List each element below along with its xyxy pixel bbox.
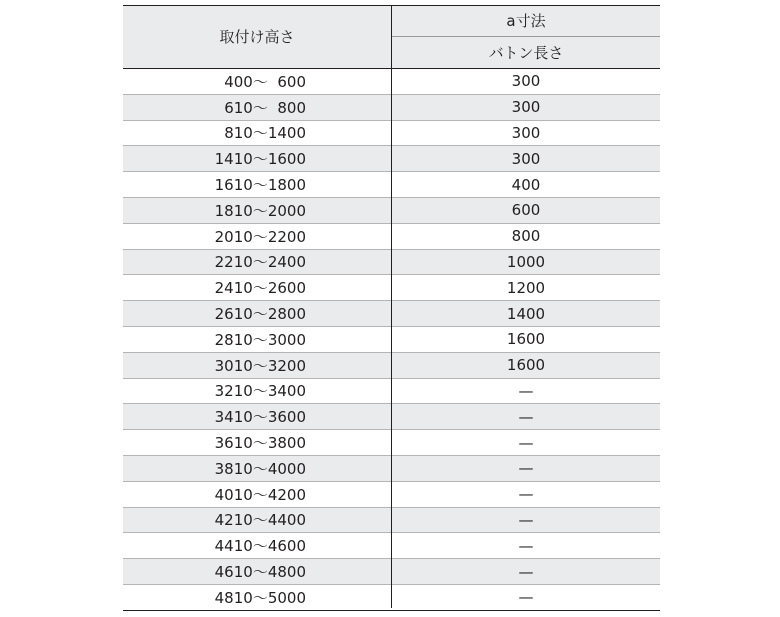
cell-baton-length: 1200 xyxy=(506,278,546,297)
cell-baton-length: 1400 xyxy=(506,304,546,323)
cell-mounting-height: 4810～5000 xyxy=(214,588,306,607)
cell-baton-length: 300 xyxy=(511,123,541,142)
cell-baton-length: — xyxy=(518,485,534,504)
header-mounting-height: 取付け高さ xyxy=(219,28,295,46)
cell-baton-length: — xyxy=(518,459,534,478)
cell-baton-length: 300 xyxy=(511,98,541,117)
cell-mounting-height: 4010～4200 xyxy=(214,485,306,504)
cell-baton-length: 400 xyxy=(511,175,541,194)
cell-mounting-height: 3810～4000 xyxy=(214,459,306,478)
cell-baton-length: 1600 xyxy=(506,330,546,349)
cell-mounting-height: 4410～4600 xyxy=(214,537,306,556)
cell-mounting-height: 4610～4800 xyxy=(214,563,306,582)
cell-baton-length: — xyxy=(518,433,534,452)
cell-baton-length: 1000 xyxy=(506,252,546,271)
cell-mounting-height: 2810～3000 xyxy=(214,330,306,349)
cell-baton-length: — xyxy=(518,536,534,555)
cell-mounting-height: 4210～4400 xyxy=(214,511,306,530)
cell-baton-length: 300 xyxy=(511,72,541,91)
cell-mounting-height: 1610～1800 xyxy=(214,176,306,195)
cell-mounting-height: 2610～2800 xyxy=(214,305,306,324)
header-a-dimension: a寸法 xyxy=(506,12,546,30)
cell-mounting-height: 1810～2000 xyxy=(214,201,306,220)
cell-baton-length: 1600 xyxy=(506,356,546,375)
cell-baton-length: 300 xyxy=(511,149,541,168)
header-baton-length: バトン長さ xyxy=(488,44,564,62)
cell-baton-length: — xyxy=(518,381,534,400)
cell-mounting-height: 1410～1600 xyxy=(214,150,306,169)
cell-mounting-height: 3610～3800 xyxy=(214,434,306,453)
cell-mounting-height: 3010～3200 xyxy=(214,356,306,375)
cell-baton-length: — xyxy=(518,407,534,426)
cell-baton-length: — xyxy=(518,588,534,607)
cell-mounting-height: 2410～2600 xyxy=(214,279,306,298)
cell-baton-length: 600 xyxy=(511,201,541,220)
cell-baton-length: — xyxy=(518,510,534,529)
cell-baton-length: 800 xyxy=(511,227,541,246)
cell-mounting-height: 2010～2200 xyxy=(214,227,306,246)
cell-baton-length: — xyxy=(518,562,534,581)
cell-mounting-height: 810～1400 xyxy=(224,124,306,143)
cell-mounting-height: 2210～2400 xyxy=(214,253,306,272)
cell-mounting-height: 400～ 600 xyxy=(224,72,306,91)
column-divider xyxy=(391,5,392,608)
cell-mounting-height: 3410～3600 xyxy=(214,408,306,427)
cell-mounting-height: 610～ 800 xyxy=(224,98,306,117)
cell-mounting-height: 3210～3400 xyxy=(214,382,306,401)
